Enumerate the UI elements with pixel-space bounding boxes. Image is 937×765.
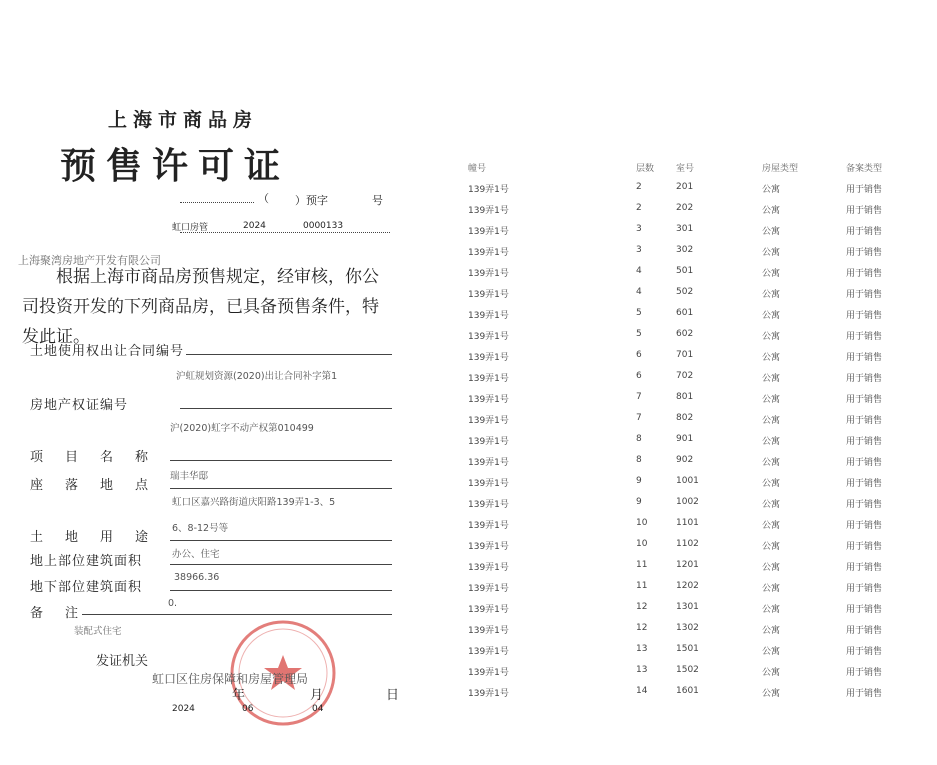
table-cell: 用于销售 xyxy=(846,626,883,636)
table-header-cell: 层数 xyxy=(636,164,655,174)
table-cell: 用于销售 xyxy=(846,689,883,699)
table-cell: 139弄1号 xyxy=(468,395,509,405)
date-month: 06 xyxy=(242,704,254,714)
table-cell: 8 xyxy=(636,434,642,444)
table-cell: 139弄1号 xyxy=(468,290,509,300)
table-cell: 用于销售 xyxy=(846,647,883,657)
table-cell: 201 xyxy=(676,182,694,192)
table-cell: 13 xyxy=(636,665,648,675)
table-header-cell: 房屋类型 xyxy=(762,164,799,174)
table-cell: 801 xyxy=(676,392,694,402)
table-cell: 用于销售 xyxy=(846,500,883,510)
table-cell: 1101 xyxy=(676,518,699,528)
table-cell: 139弄1号 xyxy=(468,311,509,321)
table-cell: 公寓 xyxy=(762,353,781,363)
table-row xyxy=(468,602,918,623)
table-cell: 12 xyxy=(636,602,648,612)
cert-number-line xyxy=(180,232,390,233)
table-cell: 302 xyxy=(676,245,694,255)
table-header-cell: 备案类型 xyxy=(846,164,883,174)
table-cell: 139弄1号 xyxy=(468,248,509,258)
table-cell: 公寓 xyxy=(762,500,781,510)
table-cell: 139弄1号 xyxy=(468,353,509,363)
table-cell: 公寓 xyxy=(762,605,781,615)
table-cell: 1502 xyxy=(676,665,699,675)
table-cell: 701 xyxy=(676,350,694,360)
table-cell: 用于销售 xyxy=(846,584,883,594)
table-cell: 12 xyxy=(636,623,648,633)
date-day-label: 日 xyxy=(386,688,400,703)
date-year-label: 年 xyxy=(232,688,246,703)
issuer-name: 虹口区住房保障和房屋管理局 xyxy=(152,672,309,686)
table-cell: 公寓 xyxy=(762,479,781,489)
field-underline xyxy=(180,408,392,409)
table-cell: 702 xyxy=(676,371,694,381)
table-cell: 用于销售 xyxy=(846,374,883,384)
table-cell: 公寓 xyxy=(762,458,781,468)
table-cell: 139弄1号 xyxy=(468,605,509,615)
table-cell: 139弄1号 xyxy=(468,227,509,237)
table-row xyxy=(468,581,918,602)
table-row xyxy=(468,560,918,581)
table-cell: 用于销售 xyxy=(846,311,883,321)
unit-table xyxy=(468,161,918,707)
table-cell: 11 xyxy=(636,560,648,570)
table-cell: 公寓 xyxy=(762,521,781,531)
table-cell: 用于销售 xyxy=(846,395,883,405)
table-row xyxy=(468,665,918,686)
table-cell: 公寓 xyxy=(762,437,781,447)
field-label: 项目名称 xyxy=(30,450,171,465)
table-cell: 139弄1号 xyxy=(468,206,509,216)
table-cell: 用于销售 xyxy=(846,269,883,279)
table-cell: 7 xyxy=(636,392,642,402)
table-cell: 用于销售 xyxy=(846,227,883,237)
table-row xyxy=(468,497,918,518)
table-cell: 139弄1号 xyxy=(468,479,509,489)
table-header-cell: 室号 xyxy=(676,164,695,174)
field-value: 沪(2020)虹字不动产权第010499 xyxy=(170,423,314,434)
field-value: 沪虹规划资源(2020)出让合同补字第1 xyxy=(176,371,338,382)
remark-note: 装配式住宅 xyxy=(74,626,122,637)
table-cell: 10 xyxy=(636,539,648,549)
table-cell: 用于销售 xyxy=(846,563,883,573)
table-cell: 用于销售 xyxy=(846,437,883,447)
table-cell: 1201 xyxy=(676,560,699,570)
issuer-label: 发证机关 xyxy=(96,654,149,669)
table-body xyxy=(468,182,918,707)
table-cell: 13 xyxy=(636,644,648,654)
table-header-row xyxy=(468,161,918,182)
table-cell: 4 xyxy=(636,266,642,276)
table-cell: 1102 xyxy=(676,539,699,549)
table-cell: 139弄1号 xyxy=(468,668,509,678)
table-row xyxy=(468,245,918,266)
table-cell: 公寓 xyxy=(762,689,781,699)
table-cell: 公寓 xyxy=(762,185,781,195)
table-cell: 公寓 xyxy=(762,332,781,342)
table-cell: 公寓 xyxy=(762,584,781,594)
table-cell: 139弄1号 xyxy=(468,647,509,657)
table-cell: 9 xyxy=(636,476,642,486)
table-cell: 1001 xyxy=(676,476,699,486)
field-label: 地上部位建筑面积 xyxy=(30,554,143,569)
table-cell: 139弄1号 xyxy=(468,269,509,279)
table-cell: 139弄1号 xyxy=(468,521,509,531)
field-value: 38966.36 xyxy=(174,572,220,583)
table-row xyxy=(468,224,918,245)
table-cell: 5 xyxy=(636,308,642,318)
field-label: 土地用途 xyxy=(30,530,171,545)
table-cell: 6 xyxy=(636,350,642,360)
table-header-cell: 幢号 xyxy=(468,164,487,174)
table-cell: 公寓 xyxy=(762,668,781,678)
table-row xyxy=(468,287,918,308)
table-cell: 139弄1号 xyxy=(468,689,509,699)
field-underline xyxy=(170,540,392,541)
table-cell: 公寓 xyxy=(762,647,781,657)
table-row xyxy=(468,371,918,392)
field-value: 6、8-12号等 xyxy=(172,523,229,534)
table-row xyxy=(468,686,918,707)
table-cell: 用于销售 xyxy=(846,542,883,552)
table-cell: 用于销售 xyxy=(846,206,883,216)
table-cell: 139弄1号 xyxy=(468,563,509,573)
field-underline xyxy=(170,564,392,565)
table-cell: 用于销售 xyxy=(846,185,883,195)
table-row xyxy=(468,392,918,413)
table-cell: 502 xyxy=(676,287,694,297)
table-cell: 公寓 xyxy=(762,563,781,573)
table-cell: 139弄1号 xyxy=(468,458,509,468)
table-cell: 11 xyxy=(636,581,648,591)
table-cell: 公寓 xyxy=(762,416,781,426)
cert-year: 2024 xyxy=(243,221,266,231)
field-value: 瑞丰华邸 xyxy=(170,471,209,482)
table-cell: 802 xyxy=(676,413,694,423)
certificate-header: 上海市商品房 xyxy=(108,109,259,131)
body-text: 根据上海市商品房预售规定，经审核，你公司投资开发的下列商品房，已具备预售条件，特发此证。 xyxy=(22,267,379,347)
cert-district: 虹口房管 xyxy=(172,223,209,233)
table-row xyxy=(468,455,918,476)
table-row xyxy=(468,266,918,287)
table-cell: 602 xyxy=(676,329,694,339)
field-value: 0. xyxy=(168,598,178,609)
table-cell: 用于销售 xyxy=(846,458,883,468)
table-cell: 用于销售 xyxy=(846,290,883,300)
field-value: 虹口区嘉兴路街道庆阳路139弄1-3、5 xyxy=(172,497,336,508)
date-day: 04 xyxy=(312,704,324,714)
cert-prefix: （ xyxy=(258,192,269,205)
table-cell: 139弄1号 xyxy=(468,416,509,426)
table-cell: 202 xyxy=(676,203,694,213)
table-cell: 139弄1号 xyxy=(468,332,509,342)
certificate-title: 预售许可证 xyxy=(60,145,291,187)
table-cell: 139弄1号 xyxy=(468,374,509,384)
table-cell: 2 xyxy=(636,203,642,213)
table-row xyxy=(468,539,918,560)
table-cell: 公寓 xyxy=(762,206,781,216)
table-cell: 公寓 xyxy=(762,395,781,405)
table-cell: 公寓 xyxy=(762,227,781,237)
table-cell: 139弄1号 xyxy=(468,584,509,594)
field-label: 地下部位建筑面积 xyxy=(30,580,143,595)
table-row xyxy=(468,350,918,371)
table-row xyxy=(468,623,918,644)
table-cell: 1601 xyxy=(676,686,699,696)
table-cell: 139弄1号 xyxy=(468,542,509,552)
table-cell: 5 xyxy=(636,329,642,339)
field-label: 房地产权证编号 xyxy=(30,398,129,413)
table-row xyxy=(468,203,918,224)
table-cell: 3 xyxy=(636,245,642,255)
table-cell: 用于销售 xyxy=(846,332,883,342)
date-month-label: 月 xyxy=(310,688,324,703)
field-value: 办公、住宅 xyxy=(172,549,220,560)
table-row xyxy=(468,434,918,455)
table-cell: 3 xyxy=(636,224,642,234)
table-cell: 9 xyxy=(636,497,642,507)
table-row xyxy=(468,308,918,329)
table-cell: 139弄1号 xyxy=(468,437,509,447)
table-cell: 4 xyxy=(636,287,642,297)
table-cell: 6 xyxy=(636,371,642,381)
table-cell: 公寓 xyxy=(762,269,781,279)
table-cell: 139弄1号 xyxy=(468,626,509,636)
table-cell: 用于销售 xyxy=(846,605,883,615)
table-row xyxy=(468,518,918,539)
field-underline xyxy=(82,614,392,615)
table-cell: 1202 xyxy=(676,581,699,591)
table-cell: 901 xyxy=(676,434,694,444)
table-cell: 1501 xyxy=(676,644,699,654)
table-row xyxy=(468,413,918,434)
table-cell: 301 xyxy=(676,224,694,234)
table-cell: 用于销售 xyxy=(846,416,883,426)
field-underline xyxy=(170,488,392,489)
field-label: 备注 xyxy=(30,606,101,621)
table-cell: 601 xyxy=(676,308,694,318)
table-cell: 用于销售 xyxy=(846,521,883,531)
table-cell: 7 xyxy=(636,413,642,423)
field-underline xyxy=(170,460,392,461)
table-cell: 公寓 xyxy=(762,290,781,300)
table-cell: 8 xyxy=(636,455,642,465)
field-label: 座落地点 xyxy=(30,478,171,493)
field-label: 土地使用权出让合同编号 xyxy=(30,344,185,359)
field-underline xyxy=(170,590,392,591)
table-cell: 公寓 xyxy=(762,374,781,384)
table-cell: 139弄1号 xyxy=(468,185,509,195)
table-cell: 用于销售 xyxy=(846,353,883,363)
table-cell: 2 xyxy=(636,182,642,192)
table-row xyxy=(468,182,918,203)
table-cell: 公寓 xyxy=(762,626,781,636)
field-underline xyxy=(186,354,392,355)
table-cell: 1302 xyxy=(676,623,699,633)
table-cell: 501 xyxy=(676,266,694,276)
cert-number: 0000133 xyxy=(303,221,344,231)
company-name: 上海聚湾房地产开发有限公司 xyxy=(18,254,161,267)
table-cell: 公寓 xyxy=(762,311,781,321)
table-cell: 10 xyxy=(636,518,648,528)
cert-dotted-line xyxy=(180,202,254,203)
cert-hao: 号 xyxy=(372,194,383,207)
table-cell: 公寓 xyxy=(762,542,781,552)
table-cell: 用于销售 xyxy=(846,248,883,258)
table-cell: 14 xyxy=(636,686,648,696)
table-cell: 用于销售 xyxy=(846,668,883,678)
table-row xyxy=(468,329,918,350)
table-cell: 139弄1号 xyxy=(468,500,509,510)
table-cell: 用于销售 xyxy=(846,479,883,489)
table-cell: 1002 xyxy=(676,497,699,507)
date-year: 2024 xyxy=(172,704,195,714)
cert-word: ）预字 xyxy=(295,194,328,207)
table-row xyxy=(468,644,918,665)
table-cell: 902 xyxy=(676,455,694,465)
table-cell: 公寓 xyxy=(762,248,781,258)
table-row xyxy=(468,476,918,497)
table-cell: 1301 xyxy=(676,602,699,612)
